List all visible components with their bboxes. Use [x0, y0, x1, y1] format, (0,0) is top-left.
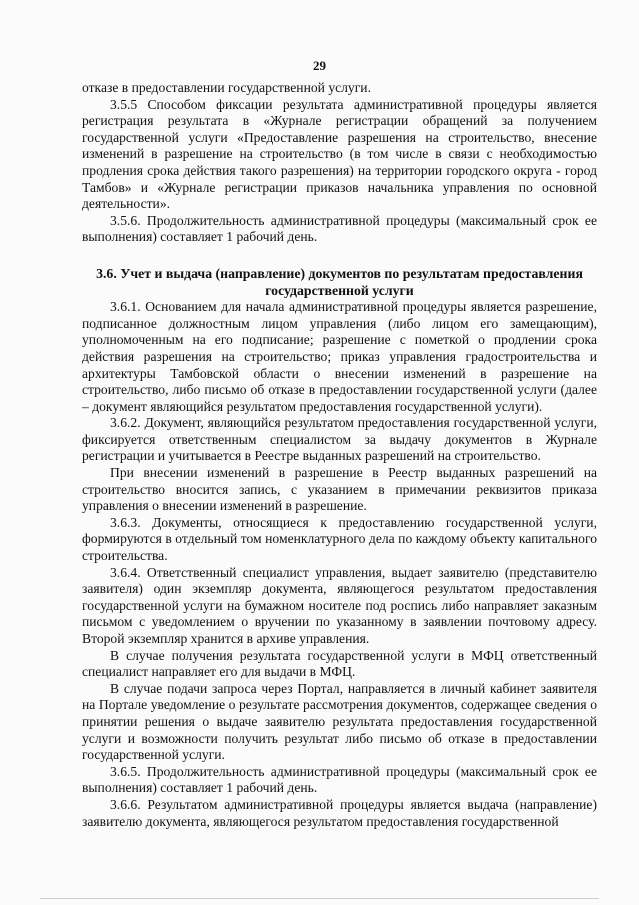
paragraph-registry-changes: При внесении изменений в разрешение в Реестр выданных разрешений на строительство вносится запись, с указанием в примечании реквизитов приказа управления о внесении изменений в разрешение.: [82, 465, 597, 514]
page-bottom-edge: [40, 898, 599, 899]
paragraph-portal: В случае подачи запроса через Портал, направляется в личный кабинет заявителя на Портале уведомление о результате рассмотрения документов, содержащее сведения о принятии решения о выдаче заявителю результата предоставления государственной услуги и возможности получить результат либо письмо об отказе в предоставлении государственной услуги.: [82, 680, 597, 763]
paragraph-continuation: отказе в предоставлении государственной услуги.: [82, 80, 371, 95]
paragraph-3-6-6: 3.6.6. Результатом административной процедуры является выдача (направление) заявителю документа, являющегося результатом предоставления государственной: [82, 796, 597, 829]
paragraph-3-6-1: 3.6.1. Основанием для начала административной процедуры является разрешение, подписанное должностным лицом управления (либо лицом его замещающим), уполномоченным на его подписание; разрешение с пометкой о продлении срока действия разрешения на строительство; приказ управления градостроительства и архитектуры Тамбовской области о внесении изменений в разрешение на строительство, либо письмо об отказе в предоставлении государственной услуги (далее – документ являющийся результатом предоставления государственной услуги).: [82, 299, 597, 414]
paragraph-3-6-2: 3.6.2. Документ, являющийся результатом предоставления государственной услуги, фиксируется ответственным специалистом за выдачу документов в Журнале регистрации и учитывается в Реестре выданных разрешений на строительство.: [82, 415, 597, 464]
paragraph-3-5-5: 3.5.5 Способом фиксации результата административной процедуры является регистрация результата в «Журнале регистрации обращений за получением государственной услуги «Предоставление разрешения на строительство, внесение изменений в разрешение на строительство (в том числе в связи с необходимостью продления срока действия такого разрешения) на территории городского округа - город Тамбов» и «Журнале регистрации приказов начальника управления по основной деятельности».: [82, 96, 597, 212]
paragraph-mfc: В случае получения результата государственной услуги в МФЦ ответственный специалист направляет его для выдачи в МФЦ.: [82, 647, 597, 680]
document-body: [82, 80, 597, 830]
paragraph-3-5-6: 3.5.6. Продолжительность административной процедуры (максимальный срок ее выполнения) составляет 1 рабочий день.: [82, 212, 597, 245]
page-number: 29: [313, 58, 326, 73]
section-heading-3-6: 3.6. Учет и выдача (направление) документов по результатам предоставления государственной услуги: [96, 265, 583, 298]
paragraph-3-6-4: 3.6.4. Ответственный специалист управления, выдает заявителю (представителю заявителя) один экземпляр документа, являющегося результатом предоставления государственной услуги на бумажном носителе под роспись либо направляет заказным письмом с уведомлением о вручении по указанному в заявлении почтовому адресу. Второй экземпляр хранится в архиве управления.: [82, 564, 597, 646]
paragraph-3-6-5: 3.6.5. Продолжительность административной процедуры (максимальный срок ее выполнения) составляет 1 рабочий день.: [82, 763, 597, 796]
paragraph-3-6-3: 3.6.3. Документы, относящиеся к предоставлению государственной услуги, формируются в отдельный том номенклатурного дела по каждому объекту капитального строительства.: [82, 514, 597, 564]
